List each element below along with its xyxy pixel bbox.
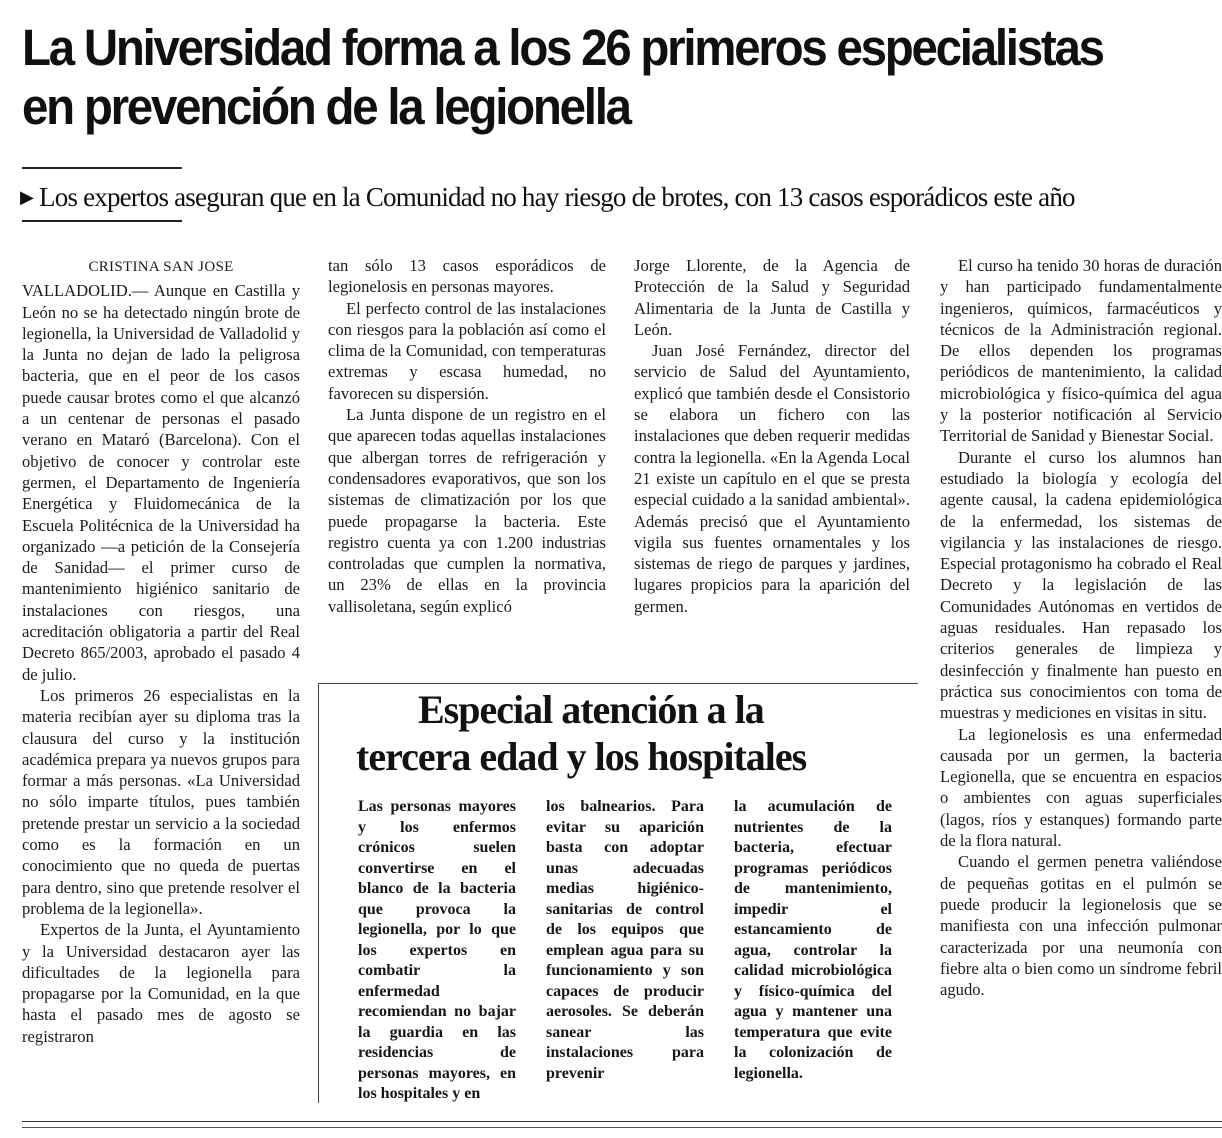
sidebar-title-line-2: tercera edad y los hospitales xyxy=(356,734,807,779)
arrow-right-icon: ▶ xyxy=(20,187,34,207)
sidebar-column-1: Las personas mayores y los enfermos crónicos suelen convertirse en el blanco de la bacteria que provoca la legionella, por lo que los expertos en combatir la enfermedad recomiendan no bajar la guardia en las residencias de personas mayores, en los hospitales y en xyxy=(358,798,516,1102)
sidebar-column-3: la acumulación de nutrientes de la bacteria, efectuar programas periódicos de mantenimiento, impedir el estancamiento de agua, controlar la calidad microbiológica y físico-química del agua y mantener una temperatura que evite la colonización de legionella. xyxy=(734,798,892,1082)
headline: La Universidad forma a los 26 primeros especialistas en prevención de la legionella xyxy=(22,19,1103,135)
byline: CRISTINA SAN JOSE xyxy=(88,259,234,275)
subheadline-rule xyxy=(22,220,182,222)
paragraph: El perfecto control de las instalaciones con riesgos para la población así como el clima de la Comunidad, con temperaturas extremas y escasa humedad, no favorecen su dispersión. xyxy=(328,298,606,403)
article-column-2 xyxy=(328,255,606,617)
subheadline-text: Los expertos aseguran que en la Comunidad no hay riesgo de brotes, con 13 casos esporádicos este año xyxy=(39,182,1075,212)
article-column-3 xyxy=(634,255,910,617)
bottom-rule xyxy=(22,1127,1222,1128)
paragraph: Durante el curso los alumnos han estudiado la biología y ecología del agente causal, la cadena epidemiológica de la enfermedad, los sistemas de vigilancia y las instalaciones de riesgo. Especial protagonismo ha cobrado el Real Decreto y la legislación de las Comunidades Autónomas en vertidos de aguas residuales. Han repasado los criterios generales de limpieza y desinfección y finalmente han puesto en práctica sus conocimientos con toma de muestras y mediciones en visitas in situ. xyxy=(940,447,1222,723)
paragraph: La legionelosis es una enfermedad causada por un germen, la bacteria Legionella, que se encuentra en espacios o ambientes con aguas superficiales (lagos, ríos y estanques) formando parte de la flora natural. xyxy=(940,724,1222,851)
paragraph: Expertos de la Junta, el Ayuntamiento y la Universidad destacaron ayer las dificultades de la legionella para propagarse por la Comunidad, en la que hasta el pasado mes de agosto se registraron xyxy=(22,920,300,1046)
subheadline xyxy=(20,180,1220,214)
paragraph: VALLADOLID.— Aunque en Castilla y León no se ha detectado ningún brote de legionella, la Universidad de Valladolid y la Junta no dejan de lado la peligrosa bacteria, que en el peor de los casos puede causar brotes como el que alcanzó a un centenar de personas el pasado verano en Mataró (Barcelona). Con el objetivo de conocer y controlar este germen, el Departamento de Ingeniería Energética y Fluidomecánica de la Escuela Politécnica de la Universidad ha organizado —a petición de la Consejería de Sanidad— el primer curso de mantenimiento higiénico sanitario de instalaciones con riesgos, una acreditación obligatoria a partir del Real Decreto 865/2003, aprobado el pasado 4 de julio. xyxy=(22,281,300,684)
article-column-1 xyxy=(22,257,300,1047)
sidebar-title xyxy=(356,686,916,780)
sidebar-column-2: los balnearios. Para evitar su aparición basta con adoptar unas adecuadas medias higiénico-sanitarias de control de los equipos que emplean agua para su funcionamiento y son capaces de producir aerosoles. Se deberán sanear las instalaciones para prevenir xyxy=(546,798,704,1082)
article-column-4 xyxy=(940,255,1222,1105)
paragraph: Cuando el germen penetra valiéndose de pequeñas gotitas en el pulmón se puede producir la legionelosis que se manifiesta con una infección pulmonar caracterizada por una neumonía con fiebre alta o bien como un síndrome febril agudo. xyxy=(940,852,1222,1000)
sidebar-border-top xyxy=(318,683,918,684)
paragraph: tan sólo 13 casos esporádicos de legionelosis en personas mayores. xyxy=(328,256,606,297)
paragraph: Los primeros 26 especialistas en la materia recibían ayer su diploma tras la clausura del curso y la institución académica prepara ya nuevos grupos para formar a más personas. «La Universidad no sólo imparte títulos, pues también pretende prestar un servicio a la sociedad como es la formación en un conocimiento que no queda de puertas para dentro, sino que pretende resolver el problema de la legionella». xyxy=(22,685,300,918)
paragraph: El curso ha tenido 30 horas de duración y han participado fundamentalmente ingenieros, químicos, farmacéuticos y técnicos de la Administración regional. De ellos dependen los programas periódicos de mantenimiento, la calidad microbiológica y físico-química del agua y la posterior notificación al Servicio Territorial de Sanidad y Bienestar Social. xyxy=(940,256,1222,446)
paragraph: La Junta dispone de un registro en el que aparecen todas aquellas instalaciones que albergan torres de refrigeración y condensadores evaporativos, que son los sistemas de climatización por los que puede propagarse la bacteria. Este registro cuenta ya con 1.200 industrias controladas que cumplen la normativa, un 23% de ellas en la provincia vallisoletana, según explicó xyxy=(328,405,606,616)
sidebar-border-left xyxy=(318,683,319,1103)
paragraph: Juan José Fernández, director del servicio de Salud del Ayuntamiento, explicó que también desde el Consistorio se elabora un fichero con las instalaciones que deben requerir medidas contra la legionella. «En la Agenda Local 21 existe un capítulo en el que se presta especial cuidado a la sanidad ambiental». Además precisó que el Ayuntamiento vigila sus fuentes ornamentales y los sistemas de riego de parques y jardines, lugares propicios para la aparición del germen. xyxy=(634,341,910,616)
bottom-rule xyxy=(22,1121,1222,1122)
headline-rule xyxy=(22,167,182,169)
sidebar-title-line-1: Especial atención a la xyxy=(418,687,764,732)
paragraph: Jorge Llorente, de la Agencia de Protección de la Salud y Seguridad Alimentaria de la Junta de Castilla y León. xyxy=(634,256,910,339)
